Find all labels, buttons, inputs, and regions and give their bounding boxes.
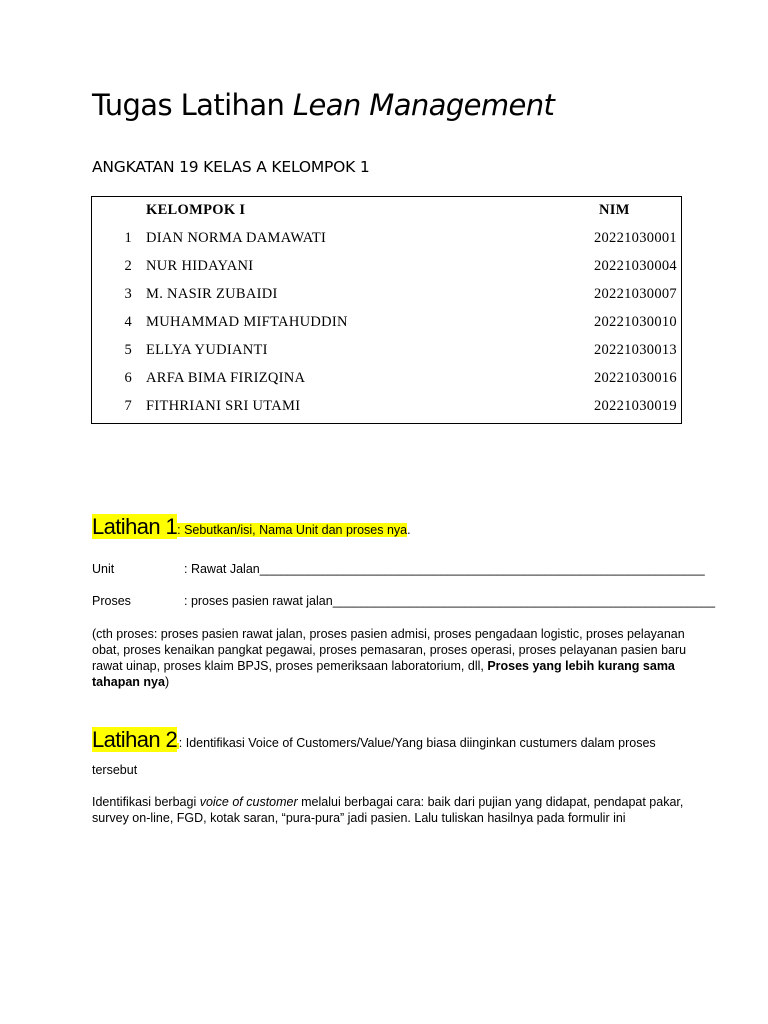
para-italic: voice of customer xyxy=(199,795,298,809)
title-prefix: Tugas Latihan xyxy=(92,88,293,122)
table-row-name: NUR HIDAYANI xyxy=(146,258,254,274)
latihan1-heading: Latihan 1 xyxy=(92,514,178,539)
latihan2-instruction-cont: tersebut xyxy=(92,763,138,777)
latihan1-example xyxy=(92,626,702,690)
table-row-name: ARFA BIMA FIRIZQINA xyxy=(146,370,306,386)
latihan2-heading: Latihan 2 xyxy=(92,727,178,752)
proses-value: : proses pasien rawat jalan_______________________________________________________ xyxy=(184,594,716,608)
document-subtitle: ANGKATAN 19 KELAS A KELOMPOK 1 xyxy=(92,158,370,176)
latihan1-instruction-end: . xyxy=(407,523,411,537)
table-row-name: ELLYA YUDIANTI xyxy=(146,342,268,358)
document-title xyxy=(92,88,554,122)
table-row-number: 3 xyxy=(124,286,132,302)
table-row-number: 2 xyxy=(124,258,132,274)
table-row-name: DIAN NORMA DAMAWATI xyxy=(146,230,327,246)
table-row-nim: 20221030013 xyxy=(593,342,677,358)
table-row-number: 1 xyxy=(124,230,132,246)
table-header-nim: NIM xyxy=(599,202,630,218)
table-row-nim: 20221030016 xyxy=(593,370,677,386)
example-end: ) xyxy=(164,675,170,689)
para-prefix: Identifikasi berbagi xyxy=(92,795,200,809)
table-row-nim: 20221030007 xyxy=(593,286,677,302)
latihan2-heading-line xyxy=(92,727,656,753)
unit-value: : Rawat Jalan________________________________________________________________ xyxy=(184,562,705,576)
latihan1-instruction: : Sebutkan/isi, Nama Unit dan proses nya xyxy=(177,523,408,537)
table-row-number: 4 xyxy=(124,314,132,330)
table-row-nim: 20221030010 xyxy=(593,314,677,330)
table-header-name: KELOMPOK I xyxy=(146,202,246,218)
table-row-name: MUHAMMAD MIFTAHUDDIN xyxy=(146,314,348,330)
latihan2-instruction: : Identifikasi Voice of Customers/Value/Yang biasa diinginkan custumers dalam proses xyxy=(178,736,656,750)
proses-label: Proses xyxy=(92,594,131,608)
example-bold: Proses yang lebih kurang sama tahapan nya xyxy=(92,659,675,689)
latihan2-paragraph xyxy=(92,794,702,826)
table-row-number: 5 xyxy=(124,342,132,358)
latihan1-heading-line xyxy=(92,514,411,540)
table-row-name: M. NASIR ZUBAIDI xyxy=(146,286,278,302)
member-table xyxy=(91,196,682,424)
table-row-name: FITHRIANI SRI UTAMI xyxy=(146,398,301,414)
table-row-nim: 20221030001 xyxy=(593,230,677,246)
para-rest: melalui berbagai cara: baik dari pujian yang didapat, pendapat pakar, survey on-line, FGD, kotak saran, “pura-pura” jadi pasien. Lalu tuliskan hasilnya pada formulir ini xyxy=(92,795,684,825)
table-row-nim: 20221030019 xyxy=(593,398,677,414)
table-row-number: 7 xyxy=(124,398,132,414)
example-text: (cth proses: proses pasien rawat jalan, proses pasien admisi, proses pengadaan logistic, proses pelayanan obat, proses kenaikan pangkat pegawai, proses pemasaran, proses operasi, proses pelayanan pasien baru rawat uinap, proses klaim BPJS, proses pemeriksaan laboratorium, dll, xyxy=(92,627,687,673)
title-italic: Lean Management xyxy=(292,88,555,122)
table-row-number: 6 xyxy=(124,370,132,386)
unit-label: Unit xyxy=(92,562,115,576)
table-row-nim: 20221030004 xyxy=(593,258,677,274)
